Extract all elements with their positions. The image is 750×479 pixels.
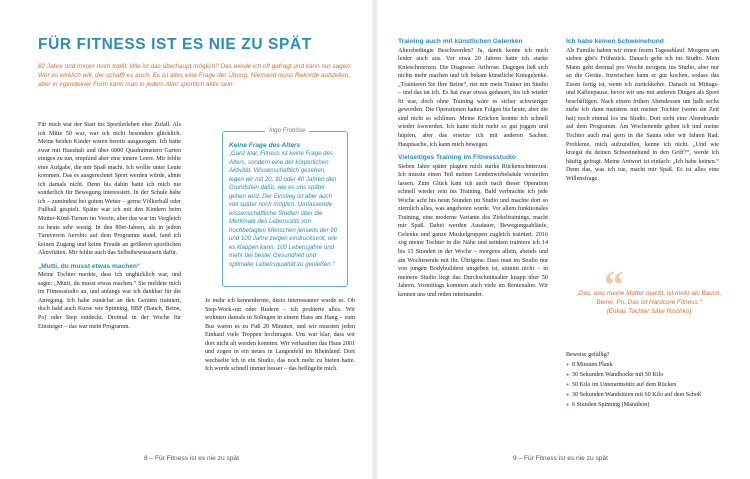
body-paragraph: Altersbedingte Beschwerden? Ja, damit kenne ich mich leider auch aus. Vor etwa 20 Jahren hatte ich starke Knieschmerzen. Die Diagnose: Arthrose. Dagegen ließ sich nichts mehr machen und ich bekam künstliche Kniegelenke. „Trainieren Sie Ihre Beine“, riet mir mein Trainer im Studio – und das tat ich. Es hat zwar etwas gedauert, bis ich wieder fit war, doch ohne Training wäre es sicher schwieriger geworden. Die Operationen hatten Folgen bis heute, aber die sind nicht so schlimm. Meine Krücken konnte ich schnell wieder loswerden. Ich kann nicht mehr so gut joggen und hüpfen, aber das ersetze ich mit anderen Sachen. Hauptsache, ich kann mich bewegen. — [398, 47, 548, 148]
body-paragraph: Als Familie haben wir einen festen Tagesablauf. Morgens um sieben gibt's Frühstück. Danach gehe ich ins Studio. Mein Mann geht dreimal pro Woche morgens ins Studio, aber nur an die Geräte. Inzwischen kann er gut kochen, sodass das Essen fertig ist, wenn ich zurückkehre. Danach ist Mittags- und Kaffeepause, bevor wir uns mit anderen Dingen als Sport beschäftigen. Nach einem frühen Abendessen um halb sechs ziehe ich dann meistens mit meiner Tochter (wenn sie Zeit hat) noch einmal los ins Studio. Dort steht eine Abendrunde auf dem Programm. Am Wochenende gehen ich und meine Tochter auch mal gern in die Sauna oder wir fahren Rad. Probleme, mich aufzuraffen, kenne ich nicht. „Und wie kriegst du deinen Schweinehund in den Griff?“, werde ich häufig gefragt. Meine Antwort ist einfach: „Ich habe keinen.“ Denn das, was ich tue, macht mir Spaß. Es ist alles eine Willensfrage. — [566, 47, 719, 182]
proof-list-title: Beweise gefällig? — [566, 352, 610, 358]
expert-sidebar — [222, 127, 348, 287]
bullet-icon: ● — [566, 392, 570, 398]
subheading-gelenke: Training auch mit künstlichen Gelenken — [398, 38, 523, 45]
list-item: ● 30 Sekunden Wandsitzen mit 60 Kilo auf dem Schoß — [566, 391, 702, 398]
list-item: ● 6 Stunden Spinning (Marathon) — [566, 401, 650, 408]
page-footer-left: 8 – Für Fitness ist es nie zu spät — [144, 455, 239, 462]
list-item: ● 30 Sekunden Wandhocke mit 50 Kilo — [566, 371, 664, 378]
intro-text: 82 Jahre und immer noch topfit. Wie ist das überhaupt möglich? Das werde ich oft gefragt und kann nur sagen: Wer es wirklich will, der schafft es auch. Es ist alles eine Frage der Übung. Niemand muss Rekorde aufstellen, aber in irgendeiner Form kann man in jedem Alter sportlich aktiv sein. — [38, 63, 352, 88]
sidebar-author: Ingo Froböse — [265, 127, 309, 134]
list-item: ● 50 Kilo im Unterarmstütz auf dem Rücken — [566, 381, 677, 388]
quote-text: „Das, was meine Mutter macht, ist mehr als Bauch, Beine, Po. Das ist Hardcore Fitness.“ — [576, 290, 722, 306]
page-footer-right: 9 – Für Fitness ist es nie zu spät — [513, 455, 608, 462]
right-column-2 — [566, 38, 719, 183]
list-item: ● 8 Minuten Plank — [566, 362, 613, 368]
pull-quote — [574, 290, 724, 316]
body-paragraph: Für mich war der Start ins Sportlerleben eher Zufall. Als ich Mitte 50 war, war ich nicht besonders glücklich. Meine beiden Kinder waren bereits ausgezogen. Ich hatte zwar mit Haushalt und über 6000 Quadratmetern Garten einiges zu tun, empfand aber eine innere Leere. Mir fehlte eine Aufgabe, die mir Spaß macht. Ich wollte unter Leute kommen. Das es ausgerechnet Sport werden würde, ahnte ich damals nicht. Denn bis dahin hatte ich mich nie sonderlich für Bewegung interessiert. In der Schule habe ich – zumindest bei gutem Wetter – gerne Völkerball oder Fußball gespielt. Später war ich mit den Kindern beim Mutter-Kind-Turnen im Verein, aber das war im Vergleich zu heute sehr wenig. In den 80er-Jahren, als in jedem Turnverein Aerobic auf dem Programm stand, fand ich keinen Zugang und keine Freude an größeren sportlichen Aktivitäten. Mir fehlte auch das Selbstbewusstsein dafür. — [38, 122, 181, 257]
left-column-1 — [38, 121, 181, 331]
left-column-2 — [205, 297, 355, 374]
body-paragraph: Je mehr ich kennenlernte, desto interessanter wurde es. Ob Step-Work-out oder Rudern – ich probierte alles. Wir wohnten damals in Solingen in einem Haus am Hang – zum Bus waren es zu Fuß 20 Minuten, und wir mussten jeden Einkauf viele Treppen hochtragen. Uns war klar, dass wir dort nicht alt werden konnten. Wir verkauften das Haus 2001 und zogen in ein neues in Langenfeld im Rheinland. Dort wechselte ich in ein Studio, das noch mehr zu bieten hatte. Ich wurde schnell immer besser – das beflügelte mich. — [205, 298, 355, 373]
body-paragraph: Sieben Jahre später plagten mich starke Rückenschmerzen. Ich musste einen Teil meiner Lendenwirbelsäule versteifen lassen. Zum Glück kam ich auch nach dieser Operation schnell wieder rein ins Training. Bald verbrachte ich jede Woche acht bis neun Stunden im Studio und machte dort so ziemlich alles, was angeboten wurde. Vor allem funktionales Training, eine moderne Variante des Zirkeltrainings, macht mir Spaß. Dabei werden Ausdauer, Bewegungsabläufe, Gelenke und ganze Muskelgruppen zugleich trainiert. 2016 zog meine Tochter in die Nähe und seitdem trainiere ich 14 bis 15 Stunden in der Woche – morgens allein, abends und am Wochenende mit ihr. Übrigens: Dass man im Studio nur von jungen Bodybuildern umgeben ist, stimmt nicht – in meinem Studio liegt das Durchschnittsalter knapp über 50 Jahren. Vormittags kommen auch viele im Rentenalter. Wir kennen uns und reden miteinander. — [398, 163, 548, 298]
subheading-mutti: „Mutti, du musst etwas machen“ — [38, 262, 141, 270]
proof-list — [566, 361, 726, 411]
page-title: FÜR FITNESS IST ES NIE ZU SPÄT — [38, 36, 312, 53]
page-gutter — [372, 0, 378, 479]
sidebar-text: „Ganz klar, Fitness ist keine Frage des Alters, sondern eine der körperlichen Aktivität. Wissenschaftlich gesehen, legen wir mit 20, 30 oder 40 Jahren den Grundstein dafür, wie es uns später gehen wird. Der Einstieg ist aber auch viel später noch möglich. Umfassende wissenschaftliche Studien über die Merkmale des Lebensstils von hochbetagten Menschen jenseits der 90 und 100 Jahre zeigen eindrucksvoll, wie es klappen kann, 100 Lebensjahre und mehr bei bester Gesundheit und optimaler Lebensqualität zu genießen.“ — [229, 150, 338, 268]
quote-source: (Enkas Tochter Silke Rischko) — [606, 307, 692, 315]
bullet-icon: ● — [566, 382, 570, 388]
bullet-icon: ● — [566, 402, 570, 408]
right-column-1 — [398, 38, 548, 299]
subheading-schweinehund: Ich habe keinen Schweinehund — [566, 38, 664, 45]
bullet-icon: ● — [566, 363, 570, 368]
sidebar-heading: Keine Frage des Alters — [229, 142, 301, 149]
body-paragraph: Meine Tochter merkte, dass ich unglücklich war, und sagte: „Mutti, du musst etwas machen.“ Sie meldete mich im Fitnessstudio an, und anfangs war ich dankbar für die Anregung. Ich habe zunächst an den Geräten trainiert, doch bald auch Kurse wie Spinning, BBP (Bauch, Beine, Po) oder Step entdeckt. Dreimal in der Woche für Einsteiger – das war mein Programm. — [38, 272, 181, 330]
quote-mark-icon: “ — [604, 262, 624, 307]
bullet-icon: ● — [566, 372, 570, 378]
subheading-training: Vielseitiges Training im Fitnessstudio — [398, 154, 516, 162]
